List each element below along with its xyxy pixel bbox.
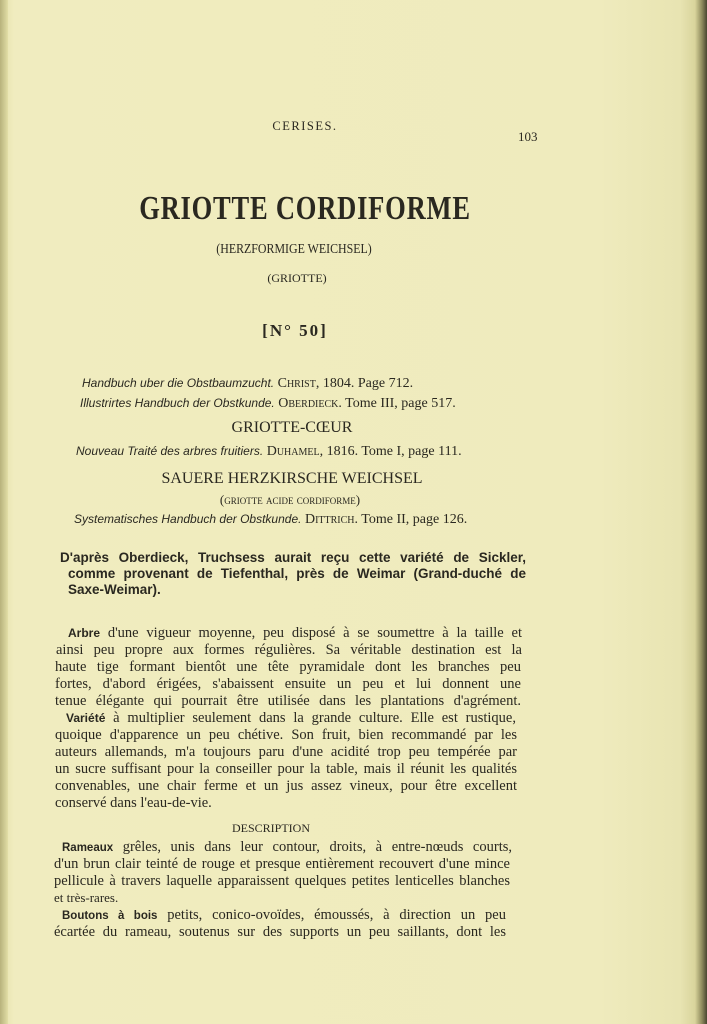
text-line: Boutons à bois petits, conico-ovoïdes, émoussés, à direction un peu (62, 907, 506, 923)
reference-line: Illustrirtes Handbuch der Obstkunde. Oberdieck. Tome III, page 517. (80, 396, 456, 411)
book-spine-edge (0, 0, 8, 1024)
text-line: et très-rares. (54, 890, 119, 905)
text-line: quoique d'apparence un peu chétive. Son fruit, bien recommandé par les (55, 727, 517, 743)
reference-line: Handbuch uber die Obstbaumzucht. Christ, 1804. Page 712. (82, 376, 414, 391)
section-heading: DESCRIPTION (232, 821, 311, 835)
text-line: Rameaux grêles, unis dans leur contour, droits, à entre-nœuds courts, (62, 839, 512, 855)
reference-line: Systematisches Handbuch der Obstkunde. Dittrich. Tome II, page 126. (74, 512, 468, 527)
text-line: haute tige formant bientôt une tête pyramidale dont les branches peu (55, 659, 521, 675)
page-title: GRIOTTE CORDIFORME (139, 190, 471, 227)
page-number: 103 (518, 129, 538, 144)
text-line: Arbre d'une vigueur moyenne, peu disposé à se soumettre à la taille et (68, 625, 522, 641)
text-line: tenue élégante qui pourrait être utilisée dans les plantations d'agrément. (55, 693, 521, 709)
subtitle: (HERZFORMIGE WEICHSEL) (216, 242, 372, 257)
variety-number: [N° 50] (262, 321, 328, 340)
text-line: ainsi peu propre aux formes régulières. Sa véritable destination est la (56, 642, 522, 658)
text-line: conservé dans l'eau-de-vie. (55, 795, 212, 811)
text-line: convenables, une chair ferme et un jus assez vineux, pour être excellent (55, 778, 517, 794)
text-line: écartée du rameau, soutenus sur des supports un peu saillants, dont les (54, 924, 506, 940)
text-line: fortes, d'abord érigées, s'abaissent ensuite un peu et lui donnent une (55, 676, 521, 692)
text-line: pellicule à travers laquelle apparaissent quelques petites lenticelles blanches (54, 873, 510, 889)
text-line: auteurs allemands, m'a toujours paru d'une acidité trop peu tempérée par (55, 744, 517, 760)
text-line: Variété à multiplier seulement dans la grande culture. Elle est rustique, (66, 710, 516, 726)
text-line: d'un brun clair teinté de rouge et presque entièrement recouvert d'une mince (54, 856, 510, 872)
history-line: D'après Oberdieck, Truchsess aurait reçu cette variété de Sickler, (60, 550, 526, 565)
alt-name: (GRIOTTE) (267, 271, 327, 285)
running-title: CERISES. (272, 119, 338, 133)
synonym-heading: SAUERE HERZKIRSCHE WEICHSEL (161, 470, 423, 487)
reference-line: Nouveau Traité des arbres fruitiers. Duhamel, 1816. Tome I, page 111. (76, 444, 462, 459)
text-line: un sucre suffisant pour la conseiller pour la table, mais il réunit les qualités (55, 761, 517, 777)
synonym-subheading: (griotte acide cordiforme) (219, 492, 361, 507)
history-line: comme provenant de Tiefenthal, près de Weimar (Grand-duché de (68, 566, 526, 581)
synonym-heading: GRIOTTE-CŒUR (231, 419, 353, 436)
history-line: Saxe-Weimar). (68, 582, 161, 597)
